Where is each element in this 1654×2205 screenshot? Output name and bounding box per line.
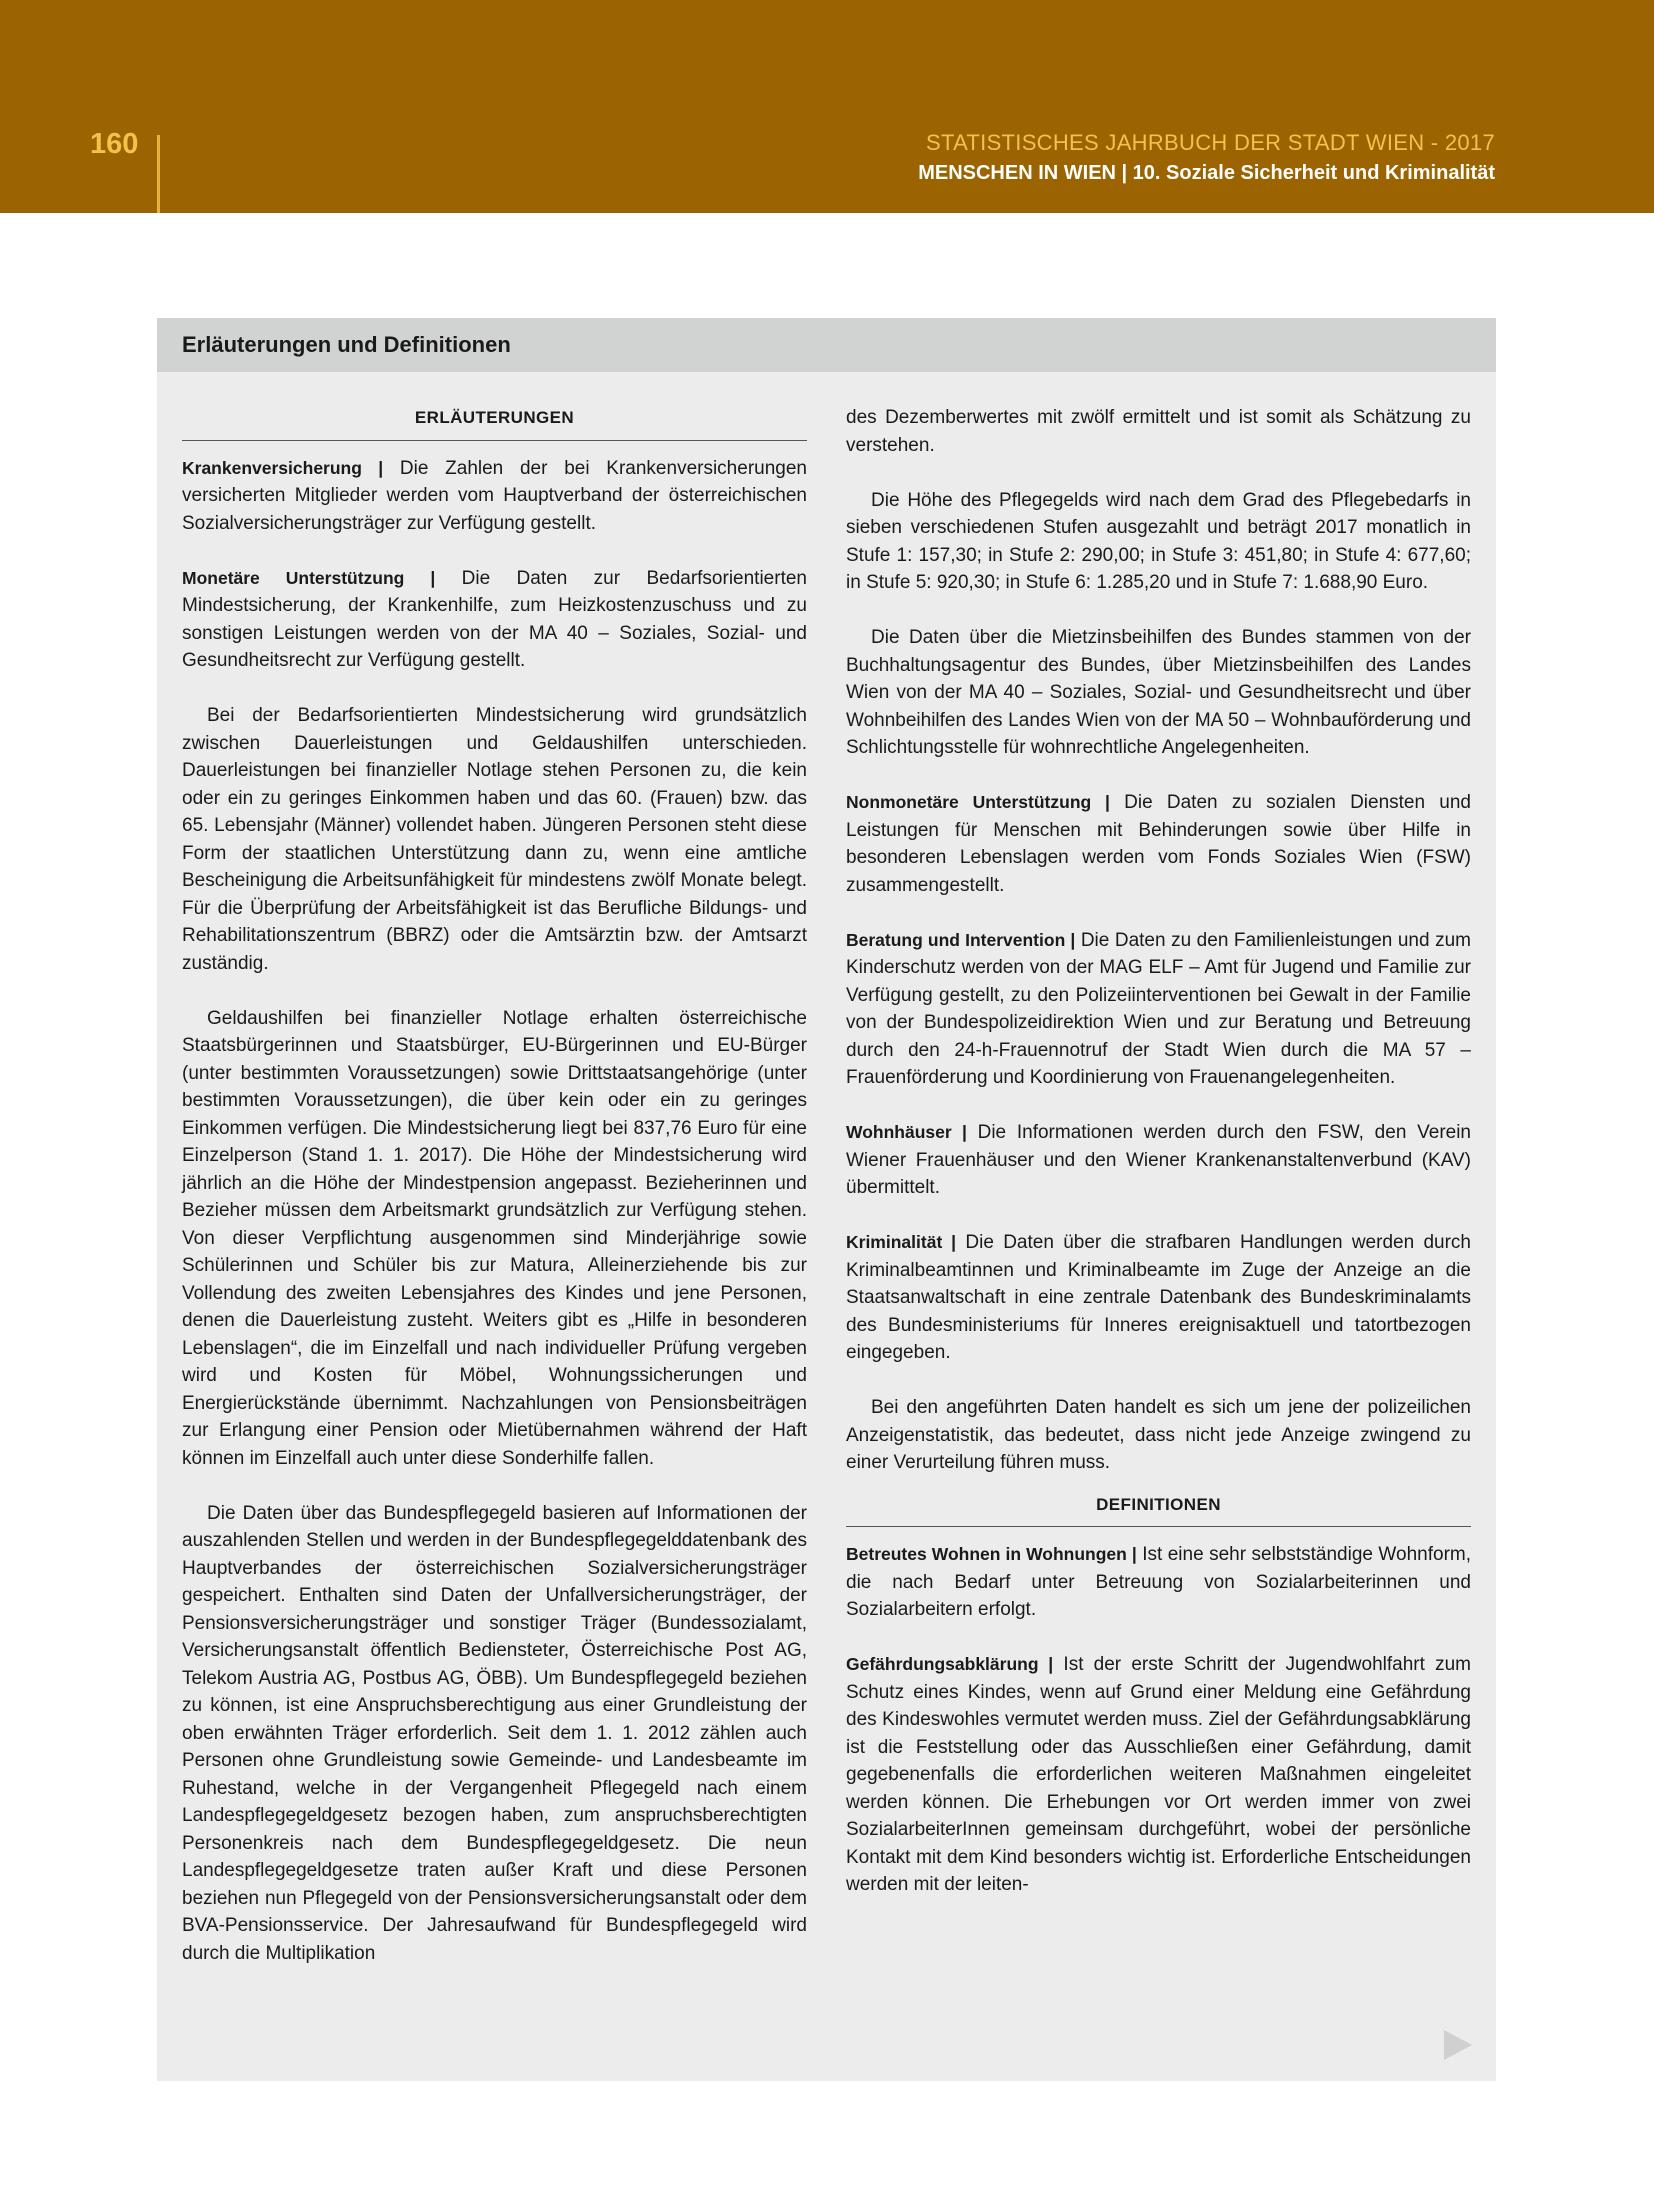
paragraph-wohnhaeuser xyxy=(846,1119,1471,1202)
term-beratung-intervention: Beratung und Intervention | xyxy=(846,929,1076,950)
term-kriminalitaet: Kriminalität | xyxy=(846,1232,957,1252)
paragraph-mietzinsbeihilfen: Die Daten über die Mietzinsbeihilfen des Bundes stammen von der Buchhaltungsagentur des Bundes, über Mietzinsbeihilfen des Landes Wien von der MA 40 – Soziales, Sozial- und Gesundheitsrecht und über Wohnbeihilfen des Landes Wien von der MA 50 – Wohnbauförderung und Schlichtungsstelle für wohnrechtliche Angelegenheiten. xyxy=(846,627,1471,758)
paragraph-krankenversicherung xyxy=(182,455,807,538)
erlaeuterungen-heading: ERLÄUTERUNGEN xyxy=(182,404,807,441)
paragraph-text: Die Daten zur Bedarfsorientierten Mindestsicherung, der Krankenhilfe, zum Heizkostenzuschuss und zu sonstigen Leistungen werden von der MA 40 – Soziales, Sozial- und Gesundheitsrecht zur Verfügung gestellt. xyxy=(182,567,807,671)
right-column xyxy=(846,404,1471,1899)
paragraph-text: Die Daten zu sozialen Diensten und Leistungen für Menschen mit Behinderungen sowie über Hilfe in besonderen Lebenslagen werden vom Fonds Soziales Wien (FSW) zusammengestellt. xyxy=(846,792,1471,896)
paragraph-text: Die Daten über die strafbaren Handlungen werden durch Kriminalbeamtinnen und Kriminalbeamte im Zuge der Anzeige an die Staatsanwaltschaft in eine zentrale Datenbank des Bundeskriminalamts des Bundesministeriums für Inneres ereignisaktuell und tatortbezogen eingegeben. xyxy=(846,1232,1471,1363)
header-divider xyxy=(157,135,160,213)
paragraph-text: Die Informationen werden durch den FSW, den Verein Wiener Frauenhäuser und den Wiener Krankenanstaltenverbund (KAV) übermittelt. xyxy=(846,1122,1471,1198)
page-header xyxy=(0,0,1654,213)
term-krankenversicherung: Krankenversicherung | xyxy=(182,457,384,478)
paragraph-geldaushilfen: Geldaushilfen bei finanzieller Notlage erhalten österreichische Staatsbürgerinnen und Staatsbürger, EU-Bürgerinnen und EU-Bürger (unter bestimmten Voraussetzungen) sowie Drittstaatsangehörige (unter bestimmten Voraussetzungen), die über kein oder ein zu geringes Einkommen verfügen. Die Mindestsicherung liegt bei 837,76 Euro für eine Einzelperson (Stand 1. 1. 2017). Die Höhe der Mindestsicherung wird jährlich an die Höhe der Mindestpension angepasst. Bezieherinnen und Bezieher müssen dem Arbeitsmarkt grundsätzlich zur Verfügung stehen. Von dieser Verpflichtung ausgenommen sind Minderjährige sowie Schülerinnen und Schüler bis zur Matura, Alleinerziehende bis zur Vollendung des zweiten Lebensjahres des Kindes und jene Personen, denen die Dauerleistung zusteht. Weiters gibt es „Hilfe in besonderen Lebenslagen“, die im Einzelfall und nach individueller Prüfung vergeben wird und Kosten für Möbel, Wohnungssicherungen und Energierückstände übernimmt. Nachzahlungen von Pensionsbeiträgen zur Erlangung einer Pension oder Mietübernahmen während der Haft können im Einzelfall auch unter diese Sonderhilfe fallen. xyxy=(182,1007,807,1469)
paragraph-monetaere-unterstuetzung xyxy=(182,565,807,675)
definition-betreutes-wohnen xyxy=(846,1541,1471,1624)
paragraph-bundespflegegeld: Die Daten über das Bundespflegegeld basieren auf Informationen der auszahlenden Stellen und werden in der Bundespflegegelddatenbank des Hauptverbandes der österreichischen Sozialversicherungsträger gespeichert. Enthalten sind Daten der Unfallversicherungsträger, der Pensionsversicherungsträger und sonstiger Träger (Bundessozialamt, Versicherungsanstalt öffentlich Bediensteter, Österreichische Post AG, Telekom Austria AG, Postbus AG, ÖBB). Um Bundespflegegeld beziehen zu können, ist eine Anspruchsberechtigung aus einer Grundleistung der oben erwähnten Träger erforderlich. Seit dem 1. 1. 2012 zählen auch Personen ohne Grundleistung sowie Gemeinde- und Landesbeamte im Ruhestand, welche in der Vergangenheit Pflegegeld nach einem Landespflegegeldgesetz bezogen haben, zum anspruchsberechtigten Personenkreis nach dem Bundespflegegeldgesetz. Die neun Landespflegegeldgesetze traten außer Kraft und diese Personen beziehen nun Pflegegeld von der Pensionsversicherungsanstalt oder dem BVA-Pensionsservice. Der Jahresaufwand für Bundespflegegeld wird durch die Multiplikation xyxy=(182,1502,807,1964)
term-monetaere-unterstuetzung: Monetäre Unterstützung | xyxy=(182,567,436,588)
term-gefaehrdungsabklaerung: Gefährdungsabklärung | xyxy=(846,1654,1054,1674)
box-title: Erläuterungen und Definitionen xyxy=(182,332,511,357)
definitionen-heading: DEFINITIONEN xyxy=(846,1491,1471,1528)
paragraph-pflegegeld-stufen: Die Höhe des Pflegegelds wird nach dem Grad des Pflegebedarfs in sieben verschiedenen Stufen ausgezahlt und beträgt 2017 monatlich in Stufe 1: 157,30; in Stufe 2: 290,00; in Stufe 3: 451,80; in Stufe 4: 677,60; in Stufe 5: 920,30; in Stufe 6: 1.285,20 und in Stufe 7: 1.688,90 Euro. xyxy=(846,489,1471,593)
paragraph-anzeigenstatistik: Bei den angeführten Daten handelt es sich um jene der polizeilichen Anzeigenstatistik, das bedeutet, dass nicht jede Anzeige zwingend zu einer Verurteilung führen muss. xyxy=(846,1397,1471,1473)
paragraph-kriminalitaet xyxy=(846,1229,1471,1367)
yearbook-title: STATISTISCHES JAHRBUCH DER STADT WIEN - 2017 xyxy=(926,130,1495,155)
explanations-box xyxy=(157,318,1496,2081)
definition-text: Ist eine sehr selbstständige Wohnform, die nach Bedarf unter Betreuung von Sozialarbeiterinnen und Sozialarbeitern erfolgt. xyxy=(846,1544,1471,1620)
left-column xyxy=(182,404,807,1967)
definition-text: Ist der erste Schritt der Jugendwohlfahrt zum Schutz eines Kindes, wenn auf Grund einer Meldung eine Gefährdung des Kindeswohles vermutet werden muss. Ziel der Gefährdungsabklärung ist die Feststellung oder das Ausschließen einer Gefährdung, damit gegebenenfalls die erforderlichen weiteren Maßnahmen eingeleitet werden können. Die Erhebungen vor Ort werden immer von zwei SozialarbeiterInnen gemeinsam durchgeführt, wobei der persönliche Kontakt mit dem Kind besonders wichtig ist. Erforderliche Entscheidungen werden mit der leiten- xyxy=(846,1654,1471,1895)
paragraph-text: Die Daten zu den Familienleistungen und zum Kinderschutz werden von der MAG ELF – Amt für Jugend und Familie zur Verfügung gestellt, zu den Polizeiinterventionen bei Gewalt in der Familie von der Bundespolizeidirektion Wien und zur Beratung und Betreuung durch den 24-h-Frauennotruf der Stadt Wien durch die MA 57 – Frauenförderung und Koordinierung von Frauenangelegenheiten. xyxy=(846,929,1471,1088)
paragraph-nonmonetaere-unterstuetzung xyxy=(846,789,1471,899)
section-title: MENSCHEN IN WIEN | 10. Soziale Sicherheit und Kriminalität xyxy=(918,162,1495,184)
right-triangle-icon[interactable] xyxy=(1444,2030,1472,2060)
paragraph-dezemberwert: des Dezemberwertes mit zwölf ermittelt und ist somit als Schätzung zu verstehen. xyxy=(846,407,1471,456)
term-nonmonetaere-unterstuetzung: Nonmonetäre Unterstützung | xyxy=(846,792,1110,812)
box-header xyxy=(157,318,1496,372)
term-wohnhaeuser: Wohnhäuser | xyxy=(846,1122,967,1142)
page-number: 160 xyxy=(90,128,139,160)
definition-gefaehrdungsabklaerung xyxy=(846,1651,1471,1899)
paragraph-beratung-intervention xyxy=(846,927,1471,1092)
paragraph-text: Die Zahlen der bei Krankenversicherungen versicherten Mitglieder werden vom Hauptverband der österreichischen Sozialversicherungsträger zur Verfügung gestellt. xyxy=(182,457,807,534)
paragraph-mindestsicherung: Bei der Bedarfsorientierten Mindestsicherung wird grundsätzlich zwischen Dauerleistungen und Geldaushilfen unterschieden. Dauerleistungen bei finanzieller Notlage stehen Personen zu, die kein oder ein zu geringes Einkommen haben und das 60. (Frauen) bzw. das 65. Lebensjahr (Männer) vollendet haben. Jüngeren Personen steht diese Form der staatlichen Unterstützung dann zu, wenn eine amtliche Bescheinigung die Arbeitsunfähigkeit für mindestens zwölf Monate belegt. Für die Überprüfung der Arbeitsfähigkeit ist das Berufliche Bildungs- und Rehabilitationszentrum (BBRZ) oder die Amtsärztin bzw. der Amtsarzt zuständig. xyxy=(182,705,807,974)
term-betreutes-wohnen: Betreutes Wohnen in Wohnungen | xyxy=(846,1544,1137,1564)
